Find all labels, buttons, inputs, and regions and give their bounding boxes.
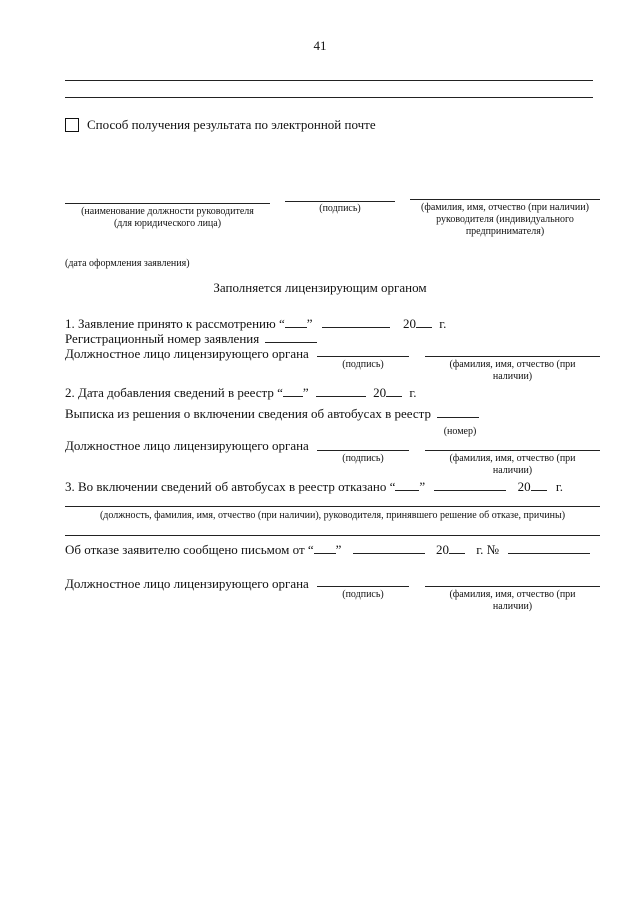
- signature-line: [285, 201, 395, 202]
- item1-official-label: Должностное лицо лицензирующего органа: [65, 346, 309, 361]
- notification-official-label: Должностное лицо лицензирующего органа: [65, 576, 309, 591]
- notification-text: Об отказе заявителю сообщено письмом от “: [65, 542, 314, 557]
- item2-extract-line: [65, 406, 479, 422]
- signature-caption: (подпись): [319, 203, 361, 214]
- item1-reg-number-blank[interactable]: [265, 331, 317, 343]
- item1-year-prefix: 20: [403, 316, 416, 331]
- position-caption: (наименование должности руководителя (для юридического лица): [81, 206, 254, 229]
- item2-signature-caption: (подпись): [342, 453, 384, 464]
- item2-name-caption: (фамилия, имя, отчество (при наличии): [449, 453, 576, 476]
- item3-year-suffix: г.: [555, 479, 564, 494]
- fill-line-top-2: [65, 97, 593, 98]
- item2-name-line: [425, 450, 600, 451]
- item3-year-blank[interactable]: [531, 479, 547, 491]
- item2-signature-line: [317, 450, 409, 451]
- notification-day-blank[interactable]: [314, 542, 336, 554]
- item1-name-caption: (фамилия, имя, отчество (при наличии): [449, 359, 576, 382]
- item1-reg-number-label: Регистрационный номер заявления: [65, 331, 260, 346]
- item2-day-blank[interactable]: [283, 385, 303, 397]
- notification-name-line: [425, 586, 600, 587]
- item1-reg-number-line: [65, 331, 317, 347]
- item2-year-prefix: 20: [373, 385, 387, 400]
- notification-month-blank[interactable]: [353, 542, 425, 554]
- item2-official-label: Должностное лицо лицензирующего органа: [65, 438, 309, 453]
- item3-refusal-fill-line-2: [65, 535, 600, 536]
- item3-year-prefix: 20: [517, 479, 531, 494]
- item3-month-blank[interactable]: [434, 479, 506, 491]
- item3-refusal-fill-line: [65, 506, 600, 507]
- name-caption: (фамилия, имя, отчество (при наличии) руководителя (индивидуального предпринимателя): [421, 202, 589, 237]
- item1-name-line: [425, 356, 600, 357]
- item2-number-caption: (номер): [443, 426, 477, 437]
- item2-year-blank[interactable]: [386, 385, 402, 397]
- item2-extract-text: Выписка из решения о включении сведения об автобусах в реестр: [65, 406, 431, 421]
- application-date-caption: (дата оформления заявления): [65, 258, 190, 269]
- item1-quote-close: ”: [306, 316, 313, 331]
- notification-number-blank[interactable]: [508, 542, 590, 554]
- item1-signature-caption: (подпись): [342, 359, 384, 370]
- notification-quote-close: ”: [335, 542, 342, 557]
- item1-year-blank[interactable]: [416, 316, 432, 328]
- item2-extract-number-blank[interactable]: [437, 406, 479, 418]
- item2-month-blank[interactable]: [316, 385, 366, 397]
- item3-day-blank[interactable]: [395, 479, 419, 491]
- item2-date-text: 2. Дата добавления сведений в реестр “: [65, 385, 283, 400]
- item1-year-suffix: г.: [439, 316, 447, 331]
- item1-accepted-text: 1. Заявление принято к рассмотрению “: [65, 316, 285, 331]
- item2-quote-close: ”: [302, 385, 309, 400]
- notification-number-label: г. №: [476, 542, 499, 557]
- notification-line: [65, 542, 590, 558]
- fill-line-top-1: [65, 80, 593, 81]
- item1-signature-line: [317, 356, 409, 357]
- email-option-label: Способ получения результата по электронной почте: [87, 117, 376, 132]
- item2-year-suffix: г.: [409, 385, 417, 400]
- item3-refusal-caption: (должность, фамилия, имя, отчество (при наличии), руководителя, принявшего решение об отказе, причины): [99, 510, 566, 521]
- notification-signature-line: [317, 586, 409, 587]
- item3-refusal-line: [65, 479, 563, 495]
- item2-date-line: [65, 385, 417, 401]
- item3-quote-close: ”: [419, 479, 426, 494]
- notification-signature-caption: (подпись): [342, 589, 384, 600]
- notification-year-prefix: 20: [435, 542, 449, 557]
- item3-refusal-text: 3. Во включении сведений об автобусах в реестр отказано “: [65, 479, 396, 494]
- notification-name-caption: (фамилия, имя, отчество (при наличии): [449, 589, 576, 612]
- email-option-checkbox[interactable]: [65, 118, 79, 132]
- notification-year-blank[interactable]: [449, 542, 465, 554]
- item1-month-blank[interactable]: [322, 316, 390, 328]
- page-number: 41: [313, 38, 327, 53]
- item1-accepted-line: [65, 316, 446, 332]
- item1-day-blank[interactable]: [285, 316, 307, 328]
- section-title: Заполняется лицензирующим органом: [213, 280, 427, 295]
- position-line: [65, 203, 270, 204]
- name-line: [410, 199, 600, 200]
